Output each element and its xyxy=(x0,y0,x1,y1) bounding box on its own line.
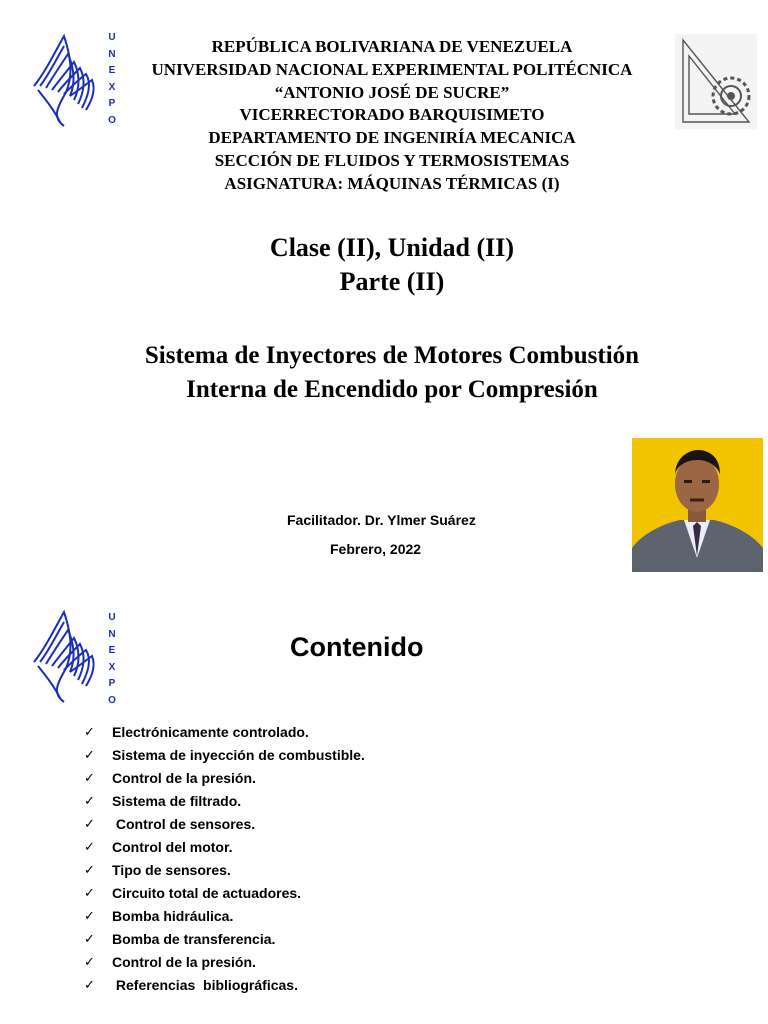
unexpo-logo-mark xyxy=(30,34,102,128)
checkmark-icon: ✓ xyxy=(84,748,95,763)
facilitator-photo xyxy=(632,438,763,572)
logo-letter: X xyxy=(108,81,116,93)
unexpo-logo xyxy=(30,34,102,128)
logo-letter: O xyxy=(108,694,116,706)
subject-title-line: Sistema de Inyectores de Motores Combustión xyxy=(144,342,640,369)
list-item xyxy=(84,721,365,744)
checkmark-icon: ✓ xyxy=(84,886,95,901)
logo-letter: E xyxy=(108,65,116,77)
list-item-label: Control del motor. xyxy=(112,839,233,855)
contents-slide xyxy=(0,590,768,1024)
list-item-label: Sistema de inyección de combustible. xyxy=(112,747,365,763)
header-line: REPÚBLICA BOLIVARIANA DE VENEZUELA xyxy=(211,37,573,56)
logo-letter: N xyxy=(108,628,116,640)
logo-letter: N xyxy=(108,48,116,60)
list-item xyxy=(84,767,365,790)
checkmark-icon: ✓ xyxy=(84,725,95,740)
class-title-line: Clase (II), Unidad (II) xyxy=(269,233,515,262)
institution-header xyxy=(120,36,664,196)
list-item-label: Electrónicamente controlado. xyxy=(112,724,309,740)
list-item xyxy=(84,951,365,974)
unexpo-logo xyxy=(30,610,102,704)
contents-list xyxy=(84,721,365,997)
list-item xyxy=(84,836,365,859)
checkmark-icon: ✓ xyxy=(84,771,95,786)
list-item-label: Sistema de filtrado. xyxy=(112,793,242,809)
header-line: DEPARTAMENTO DE INGENIRÍA MECANICA xyxy=(208,128,576,148)
checkmark-icon: ✓ xyxy=(84,817,95,832)
header-line: SECCIÓN DE FLUIDOS Y TERMOSISTEMAS xyxy=(214,150,570,170)
logo-letter: U xyxy=(108,612,116,623)
class-title-line: Parte (II) xyxy=(339,267,445,296)
logo-letter: O xyxy=(108,114,116,126)
subject-title-line: Interna de Encendido por Compresión xyxy=(186,376,598,403)
list-item xyxy=(84,790,365,813)
header-line: ASIGNATURA: MÁQUINAS TÉRMICAS (I) xyxy=(224,173,560,193)
list-item xyxy=(84,813,365,836)
header-line: “ANTONIO JOSÉ DE SUCRE” xyxy=(274,82,510,102)
logo-letter: P xyxy=(108,678,116,690)
list-item-label: Tipo de sensores. xyxy=(112,862,231,878)
header-line: UNIVERSIDAD NACIONAL EXPERIMENTAL POLITÉCNICA xyxy=(151,59,633,79)
logo-letter: E xyxy=(108,645,116,657)
checkmark-icon: ✓ xyxy=(84,863,95,878)
subject-title xyxy=(0,339,768,407)
logo-letter: U xyxy=(108,32,116,43)
list-item-label: Control de la presión. xyxy=(112,770,256,786)
list-item xyxy=(84,974,365,997)
logo-letter: P xyxy=(108,98,116,110)
list-item-label: Control de la presión. xyxy=(112,954,256,970)
list-item-label: Control de sensores. xyxy=(112,816,256,832)
contents-title: Contenido xyxy=(290,632,424,662)
list-item xyxy=(84,744,365,767)
list-item-label: Referencias bibliográficas. xyxy=(112,977,298,993)
list-item-label: Circuito total de actuadores. xyxy=(112,885,302,901)
checkmark-icon: ✓ xyxy=(84,840,95,855)
checkmark-icon: ✓ xyxy=(84,794,95,809)
checkmark-icon: ✓ xyxy=(84,909,95,924)
list-item xyxy=(84,882,365,905)
list-item xyxy=(84,859,365,882)
checkmark-icon: ✓ xyxy=(84,955,95,970)
checkmark-icon: ✓ xyxy=(84,978,95,993)
unexpo-vertical-letters xyxy=(106,610,118,710)
list-item-label: Bomba de transferencia. xyxy=(112,931,276,947)
facilitator-name: Facilitador. Dr. Ylmer Suárez xyxy=(287,512,476,528)
list-item-label: Bomba hidráulica. xyxy=(112,908,234,924)
presentation-date: Febrero, 2022 xyxy=(330,541,422,557)
list-item xyxy=(84,928,365,951)
checkmark-icon: ✓ xyxy=(84,932,95,947)
list-item xyxy=(84,905,365,928)
unexpo-logo-mark xyxy=(30,610,102,704)
header-line: VICERRECTORADO BARQUISIMETO xyxy=(239,105,545,125)
class-title xyxy=(0,231,768,299)
unexpo-vertical-letters xyxy=(106,30,118,130)
logo-letter: X xyxy=(108,661,116,673)
university-emblem xyxy=(675,34,757,129)
